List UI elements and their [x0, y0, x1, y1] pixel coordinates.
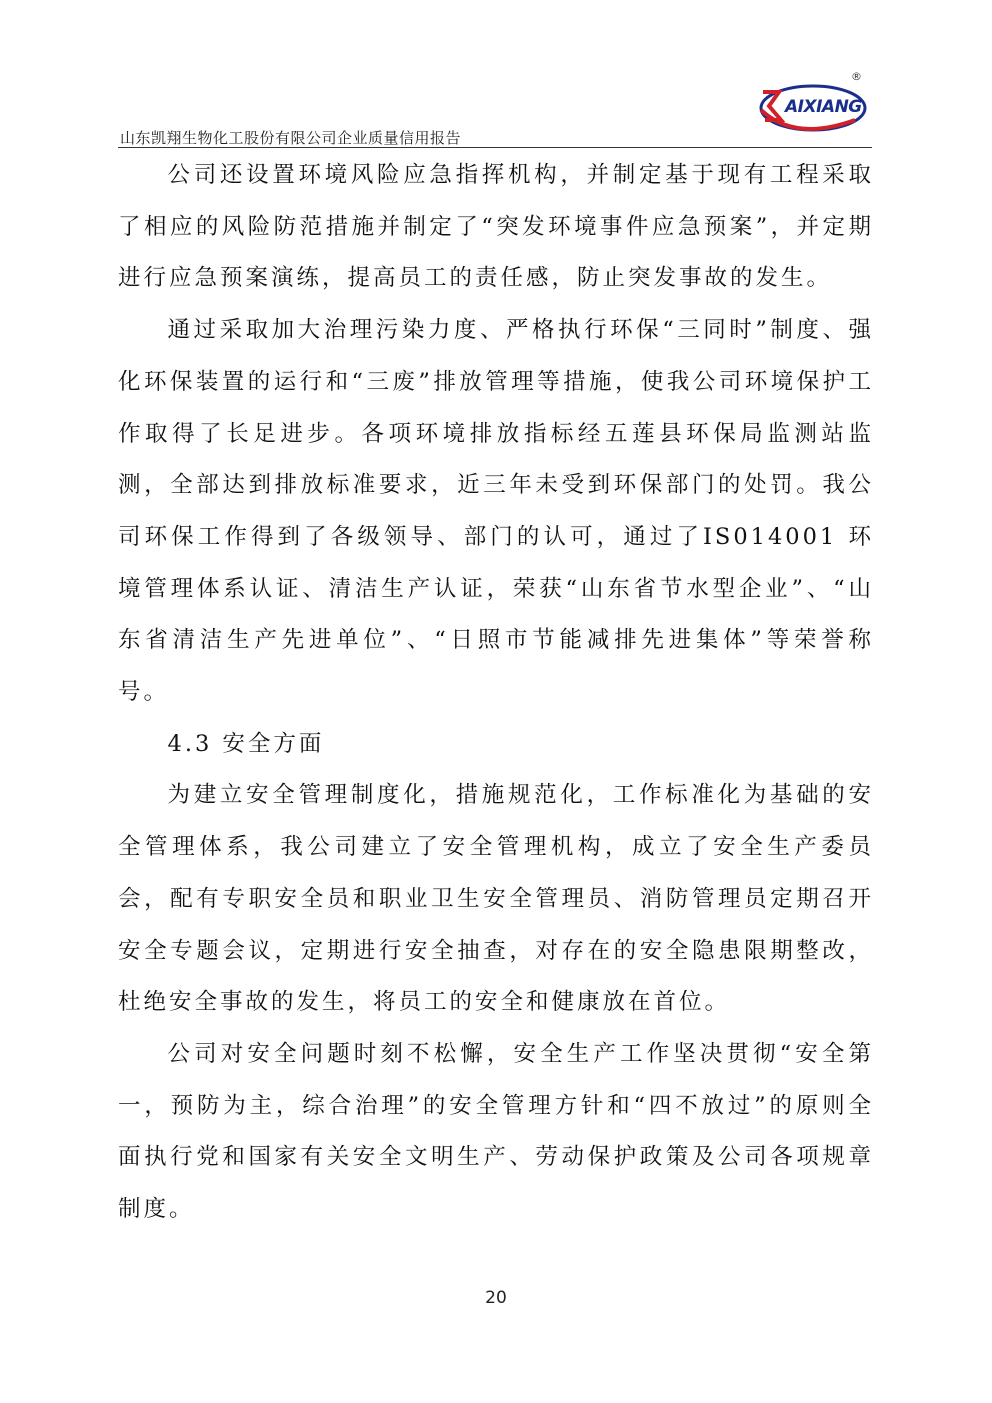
paragraph-environmental-protection: 通过采取加大治理污染力度、严格执行环保“三同时”制度、强化环保装置的运行和“三废”排放管理等措施，使我公司环境保护工作取得了长足进步。各项环境排放指标经五莲县环保局监测站监测，全部达到排放标准要求，近三年未受到环保部门的处罚。我公司环保工作得到了各级领导、部门的认可，通过了IS014001 环境管理体系认证、清洁生产认证，荣获“山东省节水型企业”、“山东省清洁生产先进单位”、“日照市节能减排先进集体”等荣誉称号。	[118, 317, 874, 706]
section-heading-safety: 4.3 安全方面	[167, 730, 325, 757]
header-divider	[118, 147, 872, 148]
page-number: 20	[485, 1288, 507, 1308]
paragraph-safety-policy: 公司对安全问题时刻不松懈，安全生产工作坚决贯彻“安全第一，预防为主，综合治理”的安全管理方针和“四不放过”的原则全面执行党和国家有关安全文明生产、劳动保护政策及公司各项规章制度。	[118, 1040, 874, 1223]
paragraph-emergency-plan: 公司还设置环境风险应急指挥机构，并制定基于现有工程采取了相应的风险防范措施并制定了“突发环境事件应急预案”，并定期进行应急预案演练，提高员工的责任感，防止突发事故的发生。	[118, 162, 874, 292]
company-logo	[755, 70, 867, 142]
report-header-title: 山东凯翔生物化工股份有限公司企业质量信用报告	[120, 129, 462, 147]
logo-wordmark: AIXIANG	[785, 97, 862, 117]
registered-mark: ®	[851, 70, 862, 83]
document-body	[118, 150, 874, 1236]
paragraph-safety-management-system: 为建立安全管理制度化，措施规范化，工作标准化为基础的安全管理体系，我公司建立了安全管理机构，成立了安全生产委员会，配有专职安全员和职业卫生安全管理员、消防管理员定期召开安全专题会议，定期进行安全抽查，对存在的安全隐患限期整改，杜绝安全事故的发生，将员工的安全和健康放在首位。	[118, 782, 874, 1016]
